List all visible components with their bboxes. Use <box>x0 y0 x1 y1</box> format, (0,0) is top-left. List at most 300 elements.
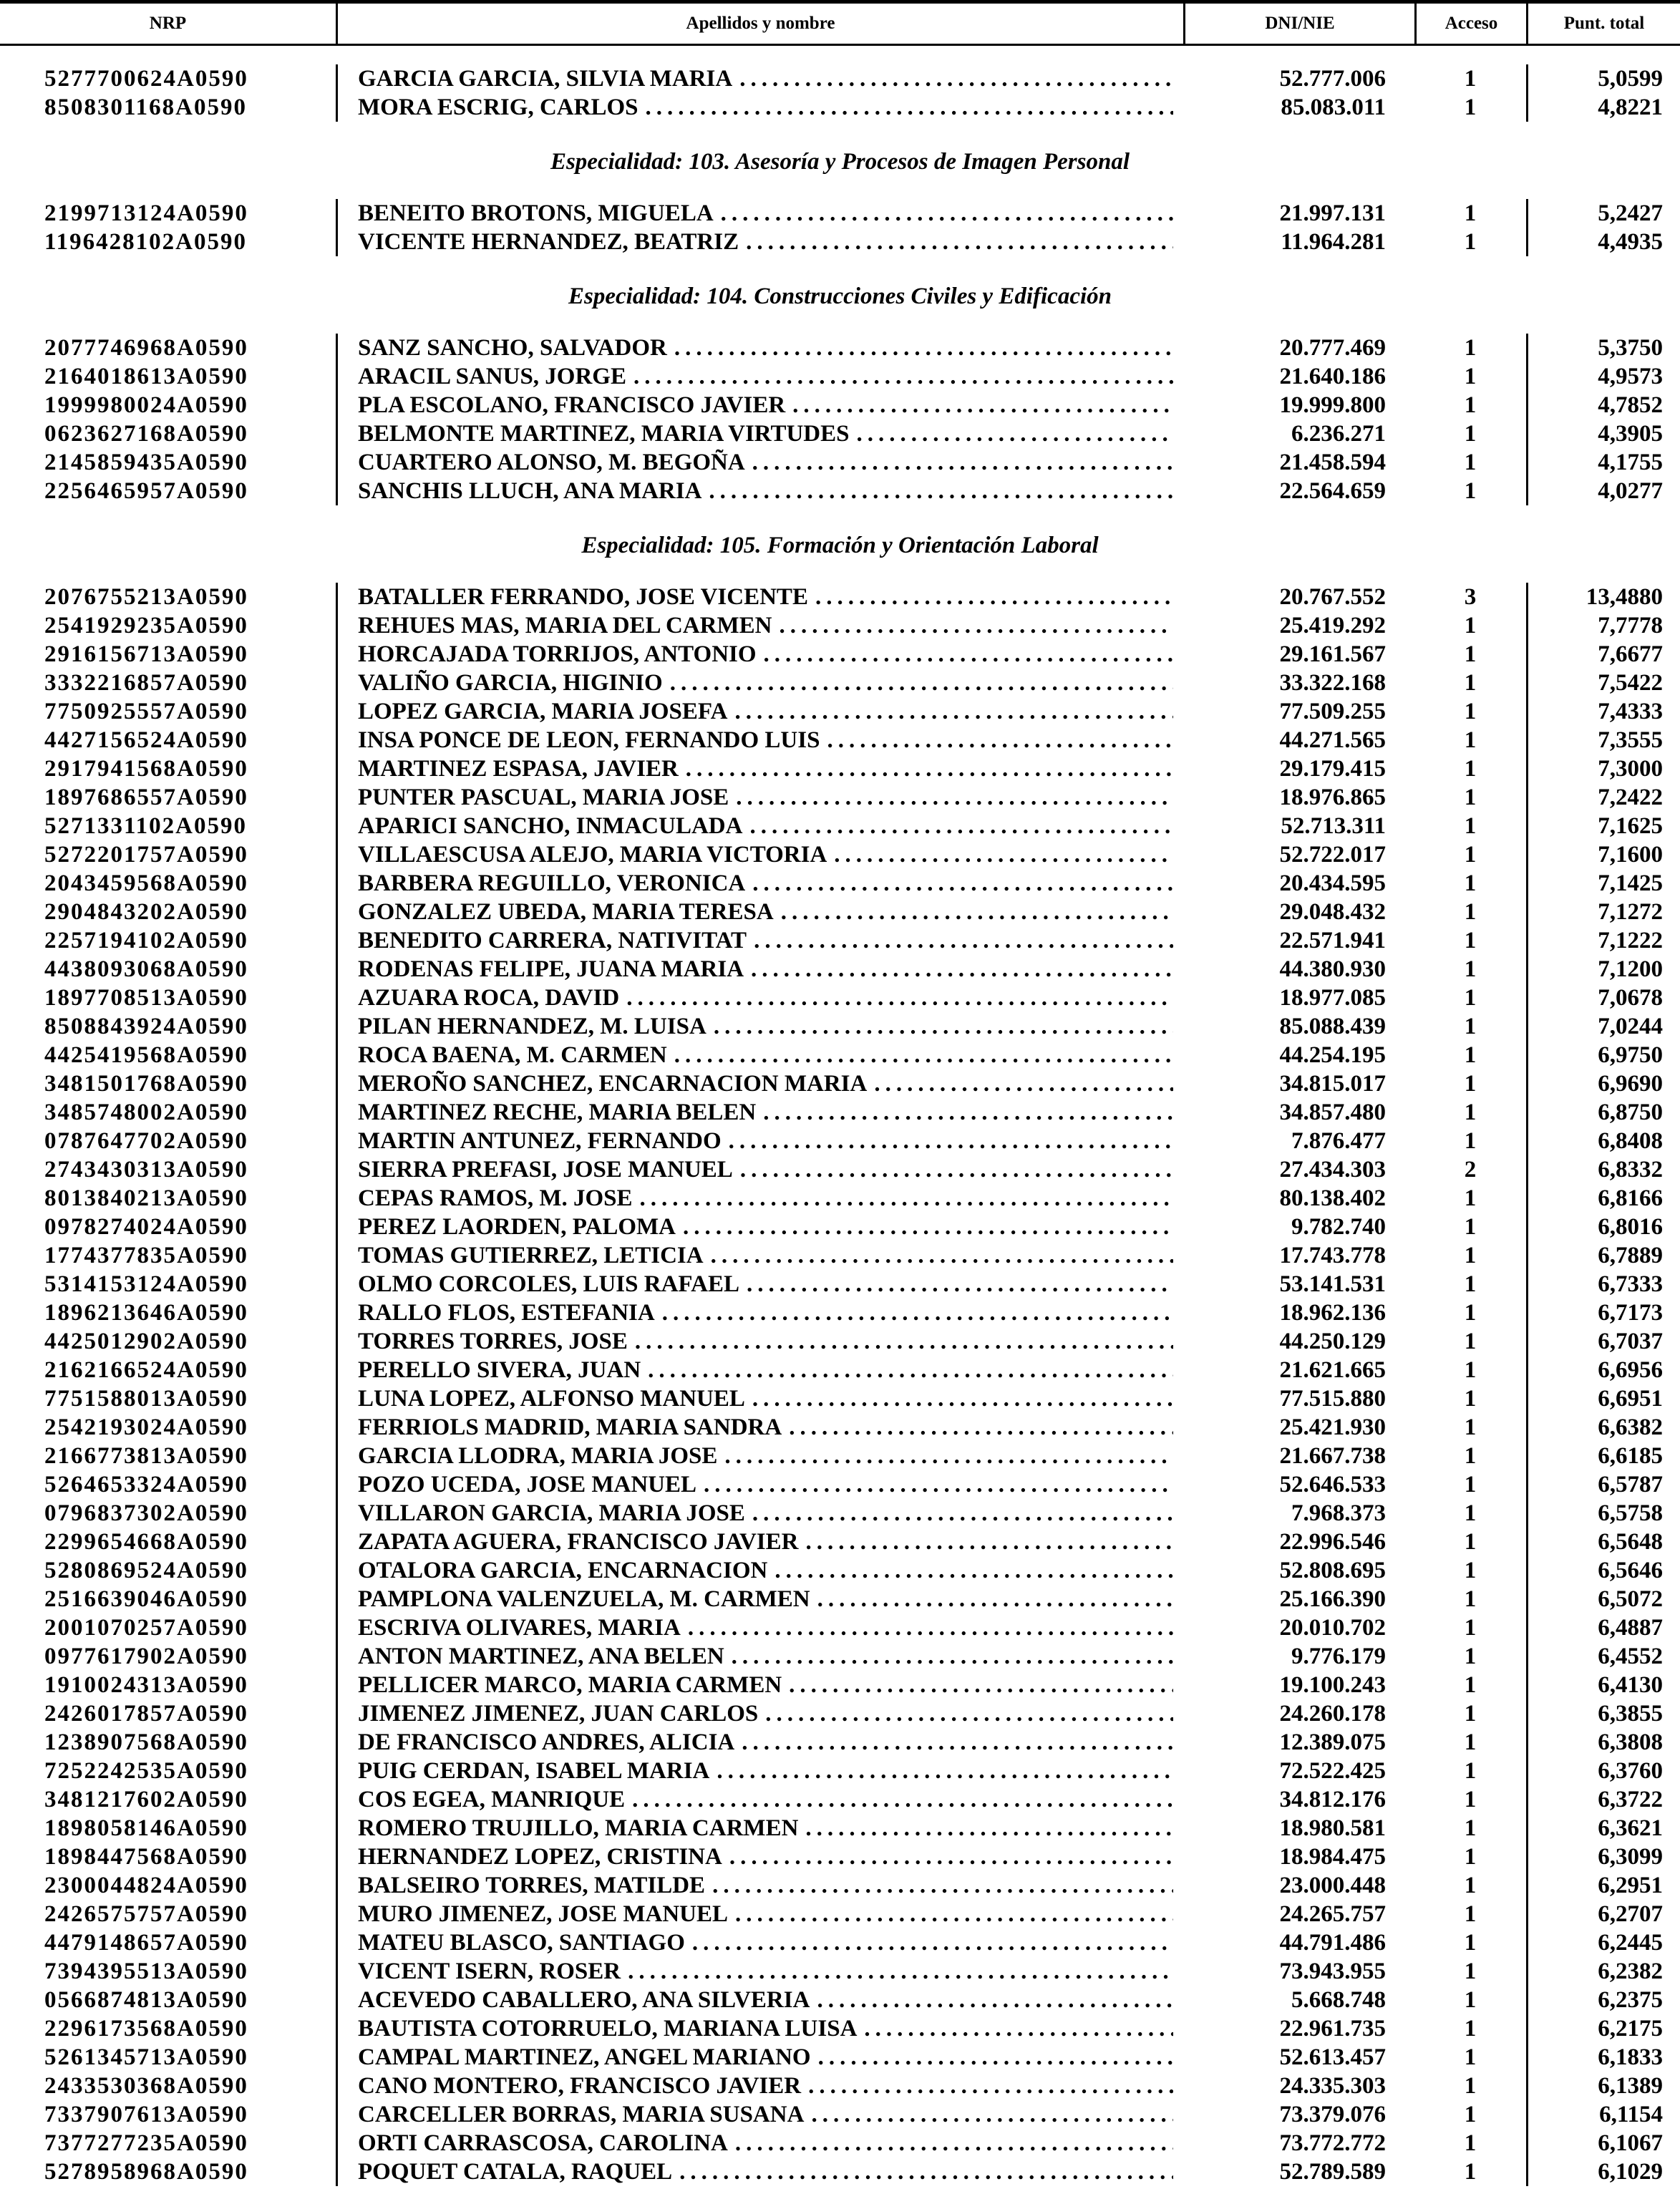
table-row <box>0 228 1680 256</box>
name-cell <box>336 228 1183 256</box>
name-cell <box>336 2072 1183 2100</box>
name-cell <box>336 2129 1183 2157</box>
name-text: BARBERA REGUILLO, VERONICA <box>358 870 746 896</box>
dot-leader <box>705 1871 1173 1900</box>
acceso-cell: 1 <box>1464 1042 1477 1068</box>
section <box>0 531 1680 2186</box>
dot-leader <box>867 1069 1173 1098</box>
punt-cell: 6,5072 <box>1526 1585 1680 1613</box>
acceso-cell: 1 <box>1464 1701 1477 1727</box>
nrp-cell: 2516639046A0590 <box>44 1586 248 1612</box>
punt-cell: 6,8750 <box>1526 1098 1680 1127</box>
table-row <box>0 1184 1680 1213</box>
name-text: CAMPAL MARTINEZ, ANGEL MARIANO <box>358 2044 811 2070</box>
acceso-cell: 1 <box>1464 2044 1477 2070</box>
name-cell <box>336 1556 1183 1585</box>
dni-cell: 44.380.930 <box>1279 956 1386 982</box>
nrp-cell: 2043459568A0590 <box>44 870 248 896</box>
nrp-cell: 4425419568A0590 <box>44 1042 248 1068</box>
name-cell <box>336 1785 1183 1814</box>
table-row <box>0 1585 1680 1613</box>
nrp-cell: 5280869524A0590 <box>44 1558 248 1583</box>
name-text: PERELLO SIVERA, JUAN <box>358 1357 641 1383</box>
dot-leader <box>811 2043 1173 2072</box>
table-row <box>0 869 1680 898</box>
nrp-cell: 5272201757A0590 <box>44 842 248 868</box>
name-text: MARTIN ANTUNEZ, FERNANDO <box>358 1128 722 1154</box>
name-text: LUNA LOPEZ, ALFONSO MANUEL <box>358 1386 745 1412</box>
name-cell <box>336 419 1183 448</box>
punt-cell: 6,4130 <box>1526 1671 1680 1699</box>
dni-cell: 22.961.735 <box>1279 2016 1386 2042</box>
table-row <box>0 783 1680 812</box>
acceso-cell: 1 <box>1464 421 1477 447</box>
name-cell <box>336 1184 1183 1213</box>
dot-leader <box>857 2014 1173 2043</box>
punt-cell: 6,7037 <box>1526 1327 1680 1356</box>
nrp-cell: 2904843202A0590 <box>44 899 248 925</box>
name-cell <box>336 1241 1183 1270</box>
name-text: VICENT ISERN, ROSER <box>358 1958 621 1984</box>
nrp-cell: 5261345713A0590 <box>44 2044 248 2070</box>
dni-cell: 73.772.772 <box>1279 2130 1386 2156</box>
section-title: Especialidad: 103. Asesoría y Procesos de Imagen Personal <box>550 149 1130 175</box>
table-row <box>0 1127 1680 1155</box>
dni-cell: 7.876.477 <box>1291 1128 1386 1154</box>
name-text: POQUET CATALA, RAQUEL <box>358 2159 673 2185</box>
section <box>0 282 1680 505</box>
dot-leader <box>810 1986 1173 2014</box>
name-cell <box>336 726 1183 754</box>
dni-cell: 18.984.475 <box>1279 1844 1386 1870</box>
table-row <box>0 1928 1680 1957</box>
table-row <box>0 1957 1680 1986</box>
nrp-cell: 7252242535A0590 <box>44 1758 248 1784</box>
nrp-cell: 0623627168A0590 <box>44 421 248 447</box>
name-cell <box>336 926 1183 955</box>
nrp-cell: 0566874813A0590 <box>44 1987 248 2013</box>
name-cell <box>336 1012 1183 1041</box>
punt-cell: 6,3808 <box>1526 1728 1680 1757</box>
nrp-cell: 1774377835A0590 <box>44 1243 248 1268</box>
dni-cell: 72.522.425 <box>1279 1758 1386 1784</box>
acceso-cell: 1 <box>1464 94 1477 120</box>
table-row <box>0 1213 1680 1241</box>
table-row <box>0 583 1680 611</box>
table-row <box>0 1528 1680 1556</box>
punt-cell: 6,2707 <box>1526 1900 1680 1928</box>
name-text: OTALORA GARCIA, ENCARNACION <box>358 1558 768 1583</box>
name-text: INSA PONCE DE LEON, FERNANDO LUIS <box>358 727 820 753</box>
acceso-cell: 1 <box>1464 842 1477 868</box>
nrp-cell: 2296173568A0590 <box>44 2016 248 2042</box>
name-text: BAUTISTA COTORRUELO, MARIANA LUISA <box>358 2016 858 2042</box>
acceso-cell: 1 <box>1464 1901 1477 1927</box>
dot-leader <box>774 898 1173 926</box>
name-text: ARACIL SANUS, JORGE <box>358 364 626 389</box>
dot-leader <box>733 1155 1173 1184</box>
nrp-cell: 2300044824A0590 <box>44 1873 248 1898</box>
dni-cell: 53.141.531 <box>1279 1271 1386 1297</box>
acceso-cell: 1 <box>1464 1873 1477 1898</box>
dot-leader <box>810 1585 1173 1613</box>
table-row <box>0 1012 1680 1041</box>
acceso-cell: 1 <box>1464 928 1477 953</box>
acceso-cell: 1 <box>1464 1787 1477 1812</box>
dot-leader <box>739 228 1173 256</box>
acceso-cell: 1 <box>1464 1185 1477 1211</box>
table-row <box>0 1155 1680 1184</box>
acceso-cell: 1 <box>1464 1386 1477 1412</box>
name-cell <box>336 669 1183 697</box>
name-cell <box>336 1528 1183 1556</box>
table-row <box>0 812 1680 840</box>
punt-cell: 7,4333 <box>1526 697 1680 726</box>
acceso-cell: 1 <box>1464 1100 1477 1125</box>
nrp-cell: 1898058146A0590 <box>44 1815 248 1841</box>
name-text: CEPAS RAMOS, M. JOSE <box>358 1185 633 1211</box>
section-rows <box>0 334 1680 505</box>
table-row <box>0 669 1680 697</box>
nrp-cell: 3481501768A0590 <box>44 1071 248 1097</box>
acceso-cell: 1 <box>1464 2016 1477 2042</box>
nrp-cell: 5278958968A0590 <box>44 2159 248 2185</box>
nrp-cell: 2426575757A0590 <box>44 1901 248 1927</box>
dni-cell: 7.968.373 <box>1291 1500 1386 1526</box>
table-row <box>0 1442 1680 1470</box>
punt-cell: 6,2951 <box>1526 1871 1680 1900</box>
nrp-cell: 8013840213A0590 <box>44 1185 248 1211</box>
table-row <box>0 2129 1680 2157</box>
dni-cell: 22.564.659 <box>1279 478 1386 504</box>
dot-leader <box>850 419 1173 448</box>
name-text: RALLO FLOS, ESTEFANIA <box>358 1300 655 1326</box>
table-row <box>0 611 1680 640</box>
punt-cell: 6,1029 <box>1526 2157 1680 2186</box>
nrp-cell: 1238907568A0590 <box>44 1729 248 1755</box>
dot-leader <box>728 2129 1173 2157</box>
nrp-cell: 2916156713A0590 <box>44 641 248 667</box>
name-text: PUNTER PASCUAL, MARIA JOSE <box>358 785 729 810</box>
dot-leader <box>714 199 1173 228</box>
name-text: CUARTERO ALONSO, M. BEGOÑA <box>358 450 745 475</box>
name-text: PELLICER MARCO, MARIA CARMEN <box>358 1672 782 1698</box>
table-row <box>0 64 1680 93</box>
acceso-cell: 1 <box>1464 1214 1477 1240</box>
dni-cell: 21.997.131 <box>1279 200 1386 226</box>
acceso-cell: 1 <box>1464 1443 1477 1469</box>
dni-cell: 21.621.665 <box>1279 1357 1386 1383</box>
punt-cell: 7,1200 <box>1526 955 1680 984</box>
punt-cell: 6,3760 <box>1526 1757 1680 1785</box>
table-row <box>0 334 1680 362</box>
name-cell <box>336 1757 1183 1785</box>
punt-cell: 6,5787 <box>1526 1470 1680 1499</box>
punt-cell: 4,1755 <box>1526 448 1680 477</box>
nrp-cell: 2541929235A0590 <box>44 613 248 639</box>
punt-cell: 6,2175 <box>1526 2014 1680 2043</box>
dot-leader <box>628 1327 1173 1356</box>
name-cell <box>336 812 1183 840</box>
table-row <box>0 1785 1680 1814</box>
name-text: GONZALEZ UBEDA, MARIA TERESA <box>358 899 774 925</box>
acceso-cell: 1 <box>1464 229 1477 255</box>
dot-leader <box>745 1384 1173 1413</box>
punt-cell: 5,2427 <box>1526 199 1680 228</box>
sections <box>0 46 1680 2186</box>
acceso-cell: 1 <box>1464 613 1477 639</box>
name-cell <box>336 1327 1183 1356</box>
dni-cell: 19.100.243 <box>1279 1672 1386 1698</box>
name-text: BATALLER FERRANDO, JOSE VICENTE <box>358 584 808 610</box>
nrp-cell: 1999980024A0590 <box>44 392 248 418</box>
table-row <box>0 1671 1680 1699</box>
table-row <box>0 1384 1680 1413</box>
acceso-cell: 1 <box>1464 785 1477 810</box>
dni-cell: 29.161.567 <box>1279 641 1386 667</box>
nrp-cell: 7337907613A0590 <box>44 2102 248 2127</box>
dot-leader <box>667 334 1173 362</box>
dni-cell: 11.964.281 <box>1281 229 1386 255</box>
nrp-cell: 8508843924A0590 <box>44 1014 248 1039</box>
punt-cell: 6,3855 <box>1526 1699 1680 1728</box>
nrp-cell: 7377277235A0590 <box>44 2130 248 2156</box>
name-cell <box>336 1986 1183 2014</box>
name-text: MATEU BLASCO, SANTIAGO <box>358 1930 685 1956</box>
name-cell <box>336 64 1183 93</box>
acceso-cell: 1 <box>1464 1243 1477 1268</box>
punt-cell: 6,8016 <box>1526 1213 1680 1241</box>
name-cell <box>336 611 1183 640</box>
punt-cell: 7,5422 <box>1526 669 1680 697</box>
acceso-cell: 1 <box>1464 1815 1477 1841</box>
name-cell <box>336 1155 1183 1184</box>
acceso-cell: 1 <box>1464 335 1477 361</box>
nrp-cell: 2162166524A0590 <box>44 1357 248 1383</box>
dni-cell: 22.996.546 <box>1279 1529 1386 1555</box>
dni-cell: 52.777.006 <box>1279 66 1386 92</box>
punt-cell: 7,1222 <box>1526 926 1680 955</box>
dni-cell: 44.271.565 <box>1279 727 1386 753</box>
column-header-apellidos: Apellidos y nombre <box>336 4 1183 44</box>
dot-leader <box>744 955 1173 984</box>
nrp-cell: 2076755213A0590 <box>44 584 248 610</box>
table-row <box>0 2043 1680 2072</box>
column-header-acceso: Acceso <box>1414 4 1526 44</box>
dot-leader <box>756 1098 1173 1127</box>
name-cell <box>336 1499 1183 1528</box>
acceso-cell: 1 <box>1464 1529 1477 1555</box>
acceso-cell: 1 <box>1464 1930 1477 1956</box>
name-text: REHUES MAS, MARIA DEL CARMEN <box>358 613 772 639</box>
punt-cell: 7,3555 <box>1526 726 1680 754</box>
nrp-cell: 7751588013A0590 <box>44 1386 248 1412</box>
name-text: HERNANDEZ LOPEZ, CRISTINA <box>358 1844 722 1870</box>
name-text: SANZ SANCHO, SALVADOR <box>358 335 667 361</box>
dot-leader <box>626 362 1173 391</box>
dni-cell: 29.048.432 <box>1279 899 1386 925</box>
name-cell <box>336 1413 1183 1442</box>
name-text: MARTINEZ RECHE, MARIA BELEN <box>358 1100 757 1125</box>
nrp-cell: 0977617902A0590 <box>44 1644 248 1669</box>
dni-cell: 20.434.595 <box>1279 870 1386 896</box>
table-row <box>0 1757 1680 1785</box>
nrp-cell: 3485748002A0590 <box>44 1100 248 1125</box>
name-cell <box>336 1270 1183 1299</box>
table-row <box>0 984 1680 1012</box>
table-row <box>0 1871 1680 1900</box>
table-row <box>0 1041 1680 1069</box>
acceso-cell: 3 <box>1464 584 1477 610</box>
dot-leader <box>709 1757 1173 1785</box>
section <box>0 46 1680 122</box>
nrp-cell: 0978274024A0590 <box>44 1214 248 1240</box>
name-text: PLA ESCOLANO, FRANCISCO JAVIER <box>358 392 786 418</box>
name-cell <box>336 1127 1183 1155</box>
name-text: APARICI SANCHO, INMACULADA <box>358 813 743 839</box>
section-title: Especialidad: 105. Formación y Orientación Laboral <box>581 533 1099 558</box>
nrp-cell: 5264653324A0590 <box>44 1472 248 1498</box>
dot-leader <box>625 1785 1173 1814</box>
table-row <box>0 697 1680 726</box>
punt-cell: 13,4880 <box>1526 583 1680 611</box>
section <box>0 147 1680 256</box>
punt-cell: 6,1833 <box>1526 2043 1680 2072</box>
name-cell <box>336 2157 1183 2186</box>
acceso-cell: 1 <box>1464 1357 1477 1383</box>
nrp-cell: 2257194102A0590 <box>44 928 248 953</box>
dot-leader <box>701 477 1173 505</box>
punt-cell: 6,5646 <box>1526 1556 1680 1585</box>
nrp-cell: 3481217602A0590 <box>44 1787 248 1812</box>
name-cell <box>336 869 1183 898</box>
name-cell <box>336 1041 1183 1069</box>
dot-leader <box>633 1184 1174 1213</box>
name-cell <box>336 955 1183 984</box>
punt-cell: 7,0244 <box>1526 1012 1680 1041</box>
table-row <box>0 1069 1680 1098</box>
dni-cell: 25.421.930 <box>1279 1414 1386 1440</box>
acceso-cell: 1 <box>1464 1558 1477 1583</box>
name-text: PILAN HERNANDEZ, M. LUISA <box>358 1014 707 1039</box>
name-cell <box>336 1843 1183 1871</box>
acceso-cell: 1 <box>1464 813 1477 839</box>
section-rows <box>0 199 1680 256</box>
table-row <box>0 199 1680 228</box>
dni-cell: 34.815.017 <box>1279 1071 1386 1097</box>
dot-leader <box>621 1957 1173 1986</box>
dot-leader <box>676 1213 1173 1241</box>
name-text: PEREZ LAORDEN, PALOMA <box>358 1214 676 1240</box>
name-cell <box>336 1470 1183 1499</box>
dot-leader <box>739 1270 1173 1299</box>
acceso-cell: 1 <box>1464 1300 1477 1326</box>
name-cell <box>336 93 1183 122</box>
dot-leader <box>785 391 1173 419</box>
acceso-cell: 1 <box>1464 1844 1477 1870</box>
acceso-cell: 1 <box>1464 641 1477 667</box>
dot-leader <box>724 1642 1173 1671</box>
name-text: CARCELLER BORRAS, MARIA SUSANA <box>358 2102 805 2127</box>
nrp-cell: 2256465957A0590 <box>44 478 248 504</box>
dni-cell: 77.515.880 <box>1279 1386 1386 1412</box>
acceso-cell: 1 <box>1464 2130 1477 2156</box>
name-text: PUIG CERDAN, ISABEL MARIA <box>358 1758 710 1784</box>
acceso-cell: 1 <box>1464 756 1477 782</box>
table-row <box>0 1814 1680 1843</box>
dni-cell: 44.250.129 <box>1279 1329 1386 1354</box>
dot-leader <box>672 2157 1173 2186</box>
name-text: TOMAS GUTIERREZ, LETICIA <box>358 1243 704 1268</box>
punt-cell: 6,2375 <box>1526 1986 1680 2014</box>
punt-cell: 7,1625 <box>1526 812 1680 840</box>
dot-leader <box>745 869 1173 898</box>
dot-leader <box>772 611 1173 640</box>
acceso-cell: 1 <box>1464 1615 1477 1641</box>
nrp-cell: 2433530368A0590 <box>44 2073 248 2099</box>
table-row <box>0 391 1680 419</box>
name-cell <box>336 199 1183 228</box>
nrp-cell: 7394395513A0590 <box>44 1958 248 1984</box>
punt-cell: 6,9690 <box>1526 1069 1680 1098</box>
dni-cell: 44.791.486 <box>1279 1930 1386 1956</box>
table-row <box>0 419 1680 448</box>
punt-cell: 7,1600 <box>1526 840 1680 869</box>
dni-cell: 21.640.186 <box>1279 364 1386 389</box>
nrp-cell: 2001070257A0590 <box>44 1615 248 1641</box>
punt-cell: 6,1154 <box>1526 2100 1680 2129</box>
dni-cell: 73.943.955 <box>1279 1958 1386 1984</box>
name-text: POZO UCEDA, JOSE MANUEL <box>358 1472 697 1498</box>
table-row <box>0 93 1680 122</box>
dni-cell: 34.857.480 <box>1279 1100 1386 1125</box>
name-text: VICENTE HERNANDEZ, BEATRIZ <box>358 229 739 255</box>
dni-cell: 34.812.176 <box>1279 1787 1386 1812</box>
name-cell <box>336 1699 1183 1728</box>
acceso-cell: 1 <box>1464 870 1477 896</box>
acceso-cell: 1 <box>1464 66 1477 92</box>
punt-cell: 6,5758 <box>1526 1499 1680 1528</box>
nrp-cell: 2199713124A0590 <box>44 200 248 226</box>
nrp-cell: 2743430313A0590 <box>44 1157 248 1183</box>
table-row <box>0 1843 1680 1871</box>
acceso-cell: 1 <box>1464 1271 1477 1297</box>
acceso-cell: 1 <box>1464 2159 1477 2185</box>
dni-cell: 24.335.303 <box>1279 2073 1386 2099</box>
column-header-nrp: NRP <box>149 14 187 33</box>
dot-leader <box>663 669 1173 697</box>
table-row <box>0 1699 1680 1728</box>
nrp-cell: 1896213646A0590 <box>44 1300 248 1326</box>
dot-leader <box>747 926 1173 955</box>
dot-leader <box>667 1041 1173 1069</box>
nrp-cell: 2145859435A0590 <box>44 450 248 475</box>
dot-leader <box>757 640 1173 669</box>
table-row <box>0 2157 1680 2186</box>
table-row <box>0 477 1680 505</box>
nrp-cell: 2164018613A0590 <box>44 364 248 389</box>
name-cell <box>336 1384 1183 1413</box>
table-row <box>0 2014 1680 2043</box>
table-row <box>0 1986 1680 2014</box>
nrp-cell: 0787647702A0590 <box>44 1128 248 1154</box>
nrp-cell: 2077746968A0590 <box>44 335 248 361</box>
punt-cell: 6,6951 <box>1526 1384 1680 1413</box>
dni-cell: 44.254.195 <box>1279 1042 1386 1068</box>
table-row <box>0 1299 1680 1327</box>
dni-cell: 22.571.941 <box>1279 928 1386 953</box>
acceso-cell: 1 <box>1464 956 1477 982</box>
